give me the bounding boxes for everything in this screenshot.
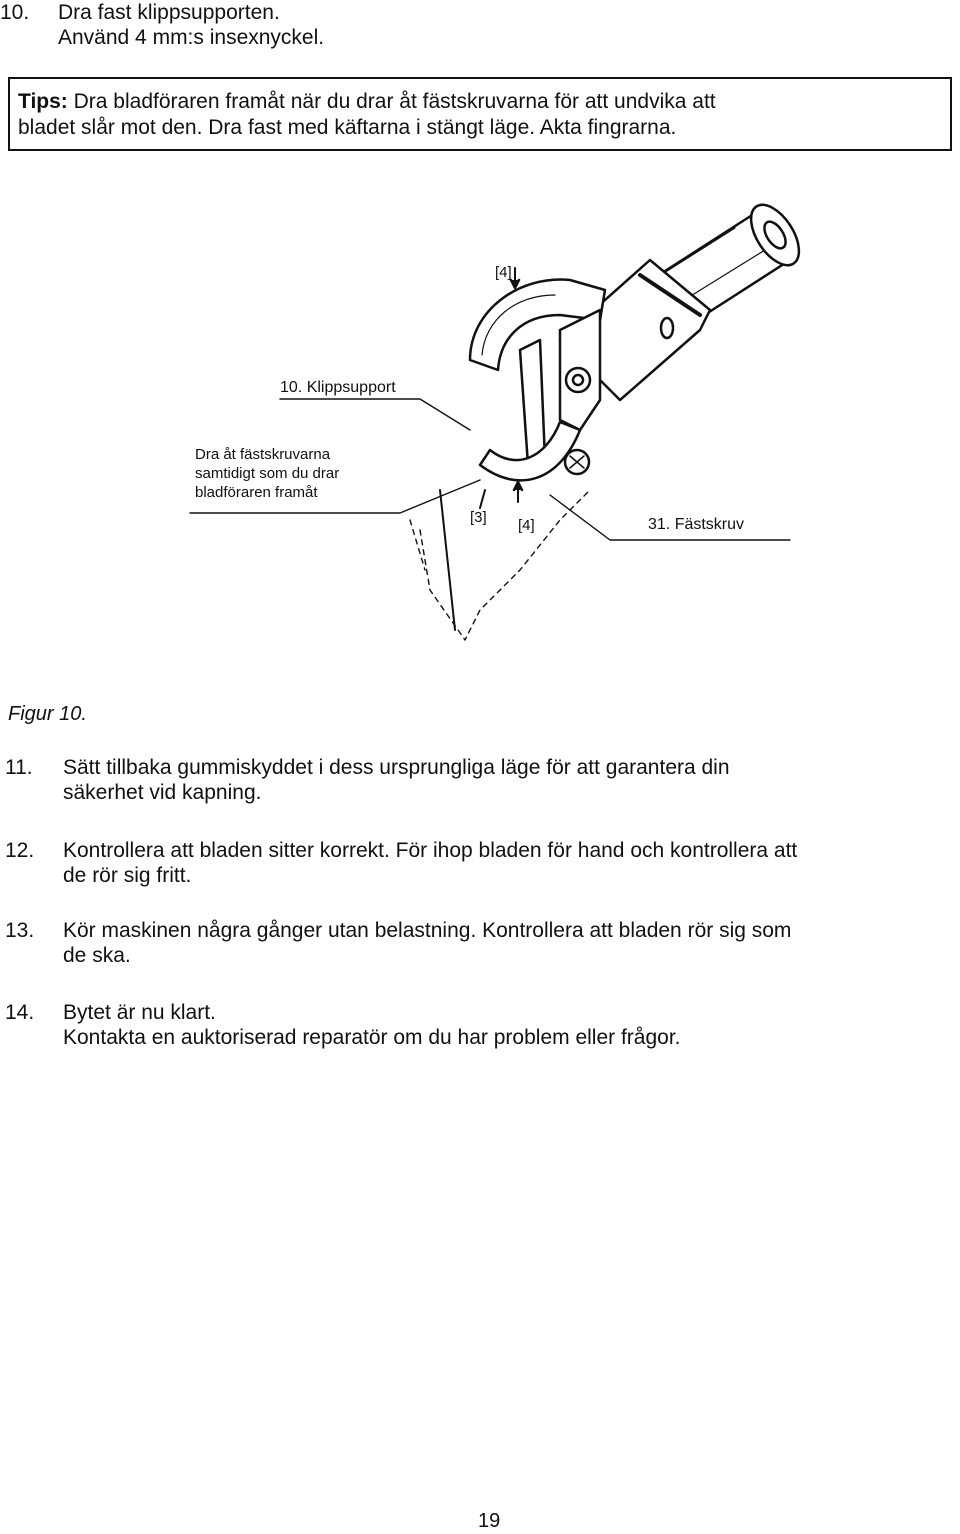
step-line: Dra fast klippsupporten. (58, 1, 280, 24)
figure-caption: Figur 10. (8, 703, 87, 725)
step-line: de ska. (63, 944, 131, 967)
instruction-label (195, 445, 339, 502)
ref-4-label: [4] (518, 517, 535, 534)
tips-label: Tips: (18, 90, 68, 113)
step-number: 10. (0, 1, 30, 24)
step-line: Använd 4 mm:s insexnyckel. (58, 26, 325, 49)
step-line: Kontrollera att bladen sitter korrekt. För ihop bladen för hand och kontrollera att (63, 839, 798, 862)
step-number: 13. (5, 919, 35, 942)
tips-line-1: Dra bladföraren framåt när du drar åt fästskruvarna för att undvika att (67, 90, 716, 113)
step-line: Kör maskinen några gånger utan belastning. Kontrollera att bladen rör sig som (63, 919, 792, 942)
step-text (63, 755, 730, 805)
klippsupport-label: 10. Klippsupport (280, 379, 396, 396)
step-text (63, 838, 797, 888)
page-number: 19 (478, 1510, 501, 1532)
tips-box (8, 77, 952, 151)
step-text (58, 0, 324, 50)
step-text (63, 1000, 681, 1050)
ref-4-top-label: [4] (495, 264, 512, 281)
step-number: 14. (5, 1001, 35, 1024)
figure-10 (0, 190, 960, 680)
step-line: Kontakta en auktoriserad reparatör om du har problem eller frågor. (63, 1026, 681, 1049)
tips-line-2: bladet slår mot den. Dra fast med käftarna i stängt läge. Akta fingrarna. (18, 116, 677, 139)
step-text (63, 918, 791, 968)
step-number: 12. (5, 839, 35, 862)
instruction-line: Dra åt fästskruvarna (195, 446, 331, 463)
step-line: Sätt tillbaka gummiskyddet i dess ursprungliga läge för att garantera din (63, 756, 730, 779)
instruction-line: samtidigt som du drar (195, 465, 340, 482)
fastskruv-label: 31. Fästskruv (648, 516, 745, 533)
step-number: 11. (5, 756, 33, 779)
cutter-illustration (0, 190, 960, 680)
step-line: de rör sig fritt. (63, 864, 192, 887)
step-line: Bytet är nu klart. (63, 1001, 216, 1024)
instruction-line: bladföraren framåt (195, 484, 318, 501)
tips-text (18, 89, 944, 141)
ref-3-label: [3] (470, 509, 487, 526)
step-line: säkerhet vid kapning. (63, 781, 262, 804)
